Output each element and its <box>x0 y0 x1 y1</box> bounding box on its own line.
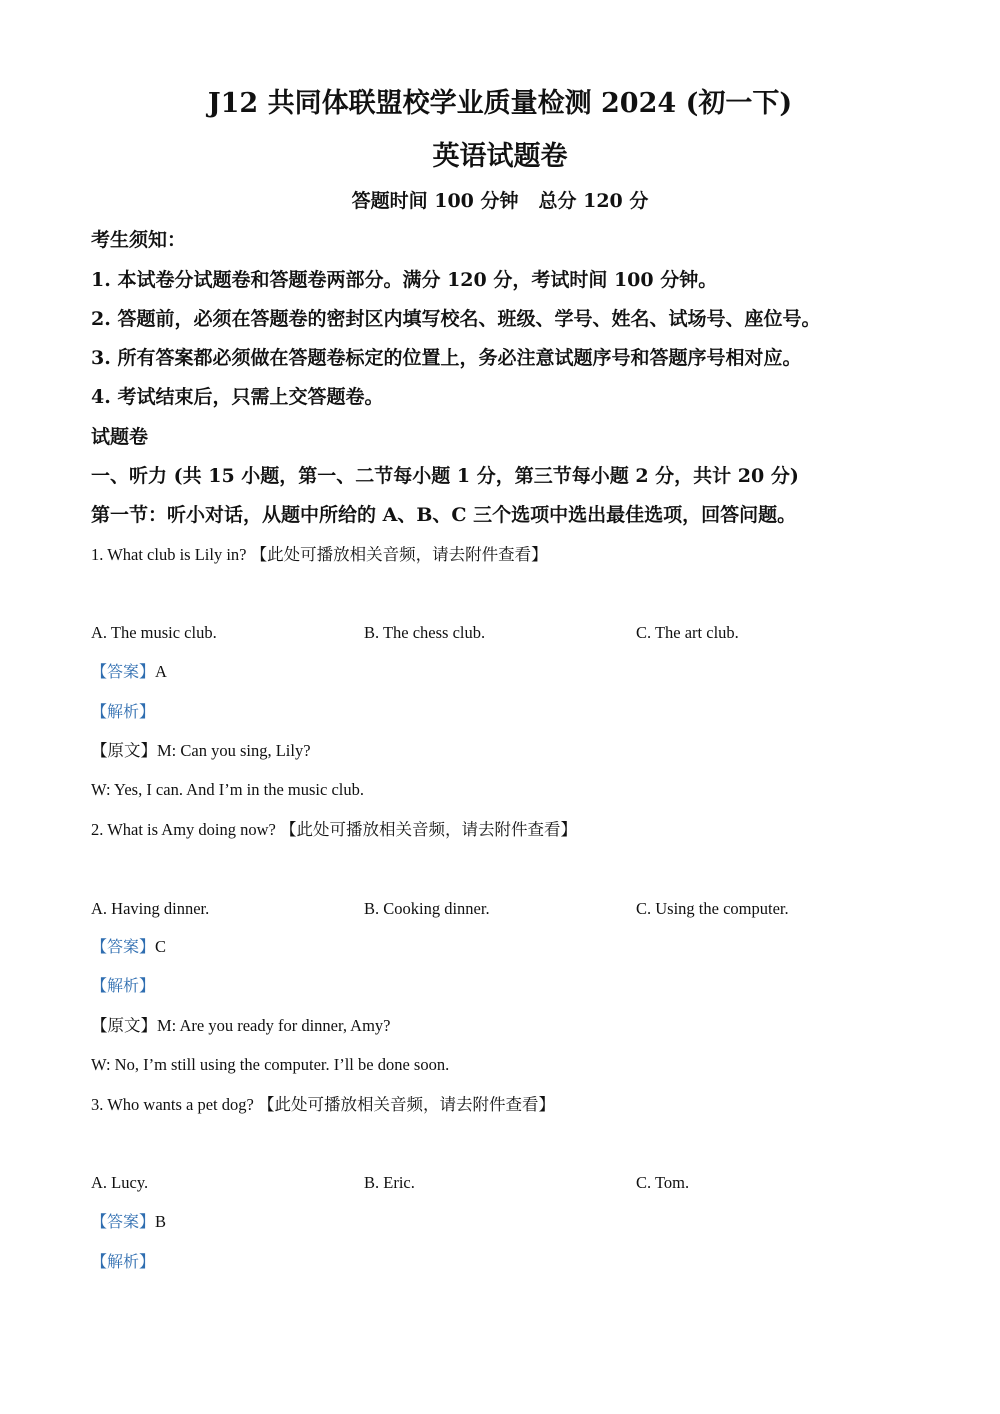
option-b: B. Cooking dinner. <box>364 899 490 918</box>
exam-subtitle: 英语试题卷 <box>432 141 568 172</box>
question-text: 2. What is Amy doing now? <box>91 820 276 839</box>
exam-total-score: 总分 120 分 <box>538 190 649 212</box>
answer-value: A <box>155 662 167 681</box>
answer-value: B <box>155 1212 167 1231</box>
transcript-line: W: No, I’m still using the computer. I’ll be done soon. <box>91 1055 450 1074</box>
transcript-text: M: Are you ready for dinner, Amy? <box>157 1016 391 1035</box>
exam-title: J12 共同体联盟校学业质量检测 2024 (初一下) <box>207 88 793 119</box>
notice-item: 2. 答题前，必须在答题卷的密封区内填写校名、班级、学号、姓名、试场号、座位号。 <box>91 308 821 330</box>
question-text: 1. What club is Lily in? <box>91 545 247 564</box>
analysis-line <box>91 1247 155 1277</box>
paper-label: 试题卷 <box>91 426 149 448</box>
analysis-label: 【解析】 <box>91 976 156 995</box>
part-title: 一、听力 (共 15 小题，第一、二节每小题 1 分，第三节每小题 2 分，共计 20 分) <box>91 465 799 487</box>
answer-label: 【答案】 <box>91 937 156 956</box>
option-a: A. Having dinner. <box>91 899 210 918</box>
notice-heading: 考生须知： <box>91 229 187 251</box>
option-a: A. Lucy. <box>91 1173 149 1192</box>
analysis-line <box>91 971 155 1001</box>
question-text: 3. Who wants a pet dog? <box>91 1095 254 1114</box>
answer-label: 【答案】 <box>91 1212 156 1231</box>
audio-note: 【此处可播放相关音频，请去附件查看】 <box>250 545 548 564</box>
option-c: C. The art club. <box>636 623 739 642</box>
analysis-label: 【解析】 <box>91 1252 156 1271</box>
subsection-title: 第一节：听小对话，从题中所给的 A、B、C 三个选项中选出最佳选项，回答问题。 <box>91 504 797 526</box>
transcript-line <box>91 736 311 766</box>
notice-item: 3. 所有答案都必须做在答题卷标定的位置上，务必注意试题序号和答题序号相对应。 <box>91 347 802 369</box>
answer-line <box>91 657 167 687</box>
question-2 <box>91 815 577 845</box>
option-b: B. Eric. <box>364 1173 415 1192</box>
notice-item: 1. 本试卷分试题卷和答题卷两部分。满分 120 分，考试时间 100 分钟。 <box>91 269 718 291</box>
transcript-line <box>91 1011 391 1041</box>
answer-label: 【答案】 <box>91 662 156 681</box>
analysis-line <box>91 697 155 727</box>
audio-note: 【此处可播放相关音频，请去附件查看】 <box>279 820 577 839</box>
answer-line <box>91 1207 166 1237</box>
question-3 <box>91 1090 555 1120</box>
question-1 <box>91 540 548 570</box>
exam-time: 答题时间 100 分钟 <box>351 190 519 212</box>
exam-time-score <box>0 186 1000 216</box>
original-label: 【原文】 <box>91 1016 157 1035</box>
answer-line <box>91 932 166 962</box>
option-c: C. Tom. <box>636 1173 690 1192</box>
notice-item: 4. 考试结束后，只需上交答题卷。 <box>91 386 384 408</box>
audio-note: 【此处可播放相关音频，请去附件查看】 <box>257 1095 555 1114</box>
transcript-line: W: Yes, I can. And I’m in the music club. <box>91 780 364 799</box>
option-c: C. Using the computer. <box>636 899 789 918</box>
original-label: 【原文】 <box>91 741 157 760</box>
answer-value: C <box>155 937 167 956</box>
analysis-label: 【解析】 <box>91 702 156 721</box>
transcript-text: M: Can you sing, Lily? <box>157 741 311 760</box>
option-a: A. The music club. <box>91 623 217 642</box>
option-b: B. The chess club. <box>364 623 486 642</box>
